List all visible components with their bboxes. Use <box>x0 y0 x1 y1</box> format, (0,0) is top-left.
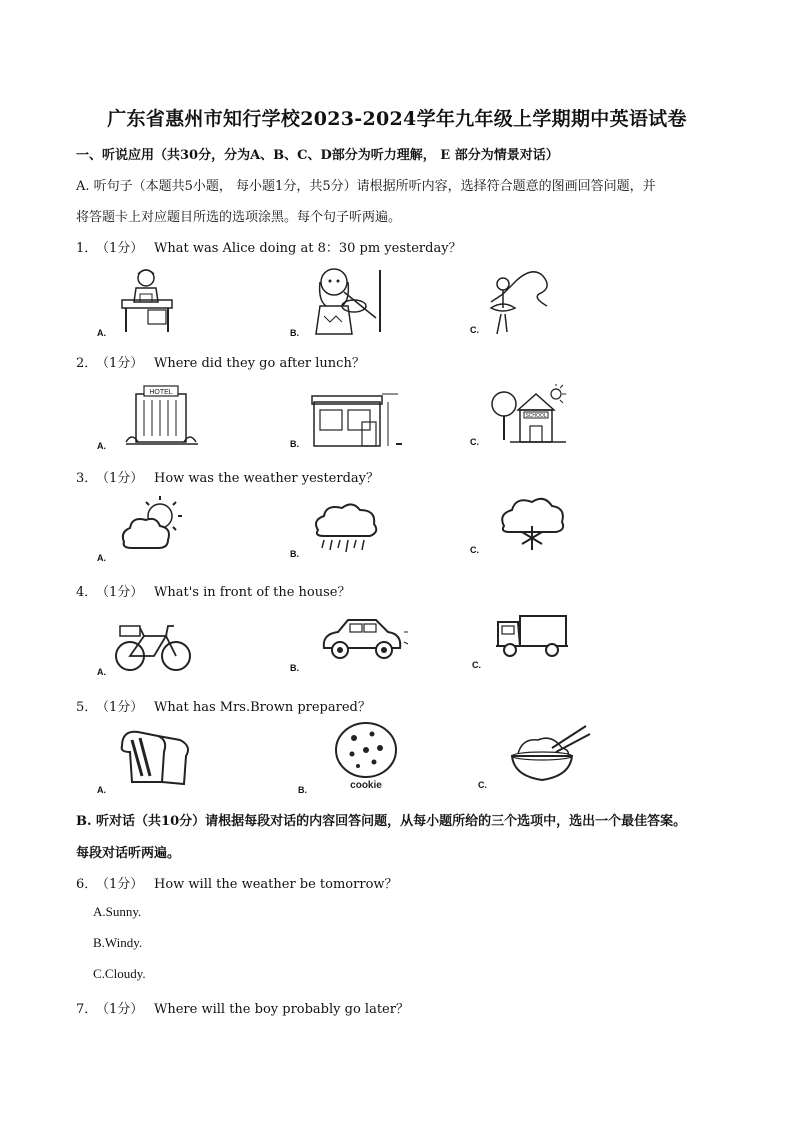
rice-bowl-chopsticks-icon <box>508 724 590 784</box>
sunny-cloudy-weather-icon <box>118 494 186 554</box>
option-a-label[interactable]: A. <box>97 441 106 451</box>
option-c-label[interactable]: C. <box>472 660 481 670</box>
question-6: 6．（1分） How will the weather be tomorrow？ <box>76 877 398 892</box>
part-a-instruction-1: A. 听句子（本题共5小题， 每小题1分，共5分）请根据所听内容，选择符合题意的图画回答问题，并 <box>76 179 656 194</box>
option-b-label[interactable]: B. <box>290 663 299 673</box>
question-4: 4．（1分） What's in front of the house？ <box>76 585 351 600</box>
cookie-icon <box>330 722 404 790</box>
option-b-label[interactable]: B. <box>290 439 299 449</box>
section-heading: 一、听说应用（共30分，分为A、B、C、D部分为听力理解， E 部分为情景对话） <box>76 148 559 163</box>
option-a-label[interactable]: A. <box>97 328 106 338</box>
school-sign: SCHOOL <box>525 413 547 419</box>
shop-building-icon <box>310 388 402 448</box>
option-b-label[interactable]: B. <box>290 328 299 338</box>
part-b-instruction-1: B. 听对话（共10分）请根据每段对话的内容回答问题，从每小题所给的三个选项中，选出一个最佳答案。 <box>76 814 687 829</box>
option-a-label[interactable]: A. <box>97 553 106 563</box>
girl-playing-violin-icon <box>310 266 386 336</box>
question-5: 5．（1分） What has Mrs.Brown prepared？ <box>76 700 371 715</box>
school-building-icon <box>490 384 568 446</box>
option-c-label[interactable]: C. <box>470 545 479 555</box>
choice-a[interactable]: A.Sunny. <box>93 904 142 919</box>
hotel-building-icon <box>126 380 198 446</box>
bread-loaf-icon <box>118 726 192 786</box>
hotel-sign: HOTEL <box>149 389 173 396</box>
rainy-weather-icon <box>310 500 382 556</box>
truck-icon <box>496 610 570 660</box>
bicycle-icon <box>114 620 194 672</box>
question-7: 7．（1分） Where will the boy probably go later？ <box>76 1002 409 1017</box>
option-a-label[interactable]: A. <box>97 785 106 795</box>
girl-dancing-ribbon-icon <box>483 266 557 336</box>
choice-b[interactable]: B.Windy. <box>93 935 143 950</box>
page-title: 广东省惠州市知行学校2023-2024学年九年级上学期期中英语试卷 <box>107 108 687 130</box>
question-1: 1．（1分） What was Alice doing at 8：30 pm yesterday？ <box>76 241 462 256</box>
car-icon <box>316 612 408 664</box>
part-a-instruction-2: 将答题卡上对应题目所选的选项涂黑。每个句子听两遍。 <box>76 210 402 225</box>
snowy-weather-icon <box>496 496 568 554</box>
question-3: 3．（1分） How was the weather yesterday？ <box>76 471 379 486</box>
option-b-label[interactable]: B. <box>298 785 307 795</box>
cookie-caption: cookie <box>350 780 382 791</box>
option-b-label[interactable]: B. <box>290 549 299 559</box>
question-2: 2．（1分） Where did they go after lunch？ <box>76 356 365 371</box>
part-b-instruction-2: 每段对话听两遍。 <box>76 846 181 861</box>
option-c-label[interactable]: C. <box>470 437 479 447</box>
option-a-label[interactable]: A. <box>97 667 106 677</box>
girl-at-desk-icon <box>118 266 176 336</box>
choice-c[interactable]: C.Cloudy. <box>93 966 146 981</box>
option-c-label[interactable]: C. <box>478 780 487 790</box>
option-c-label[interactable]: C. <box>470 325 479 335</box>
